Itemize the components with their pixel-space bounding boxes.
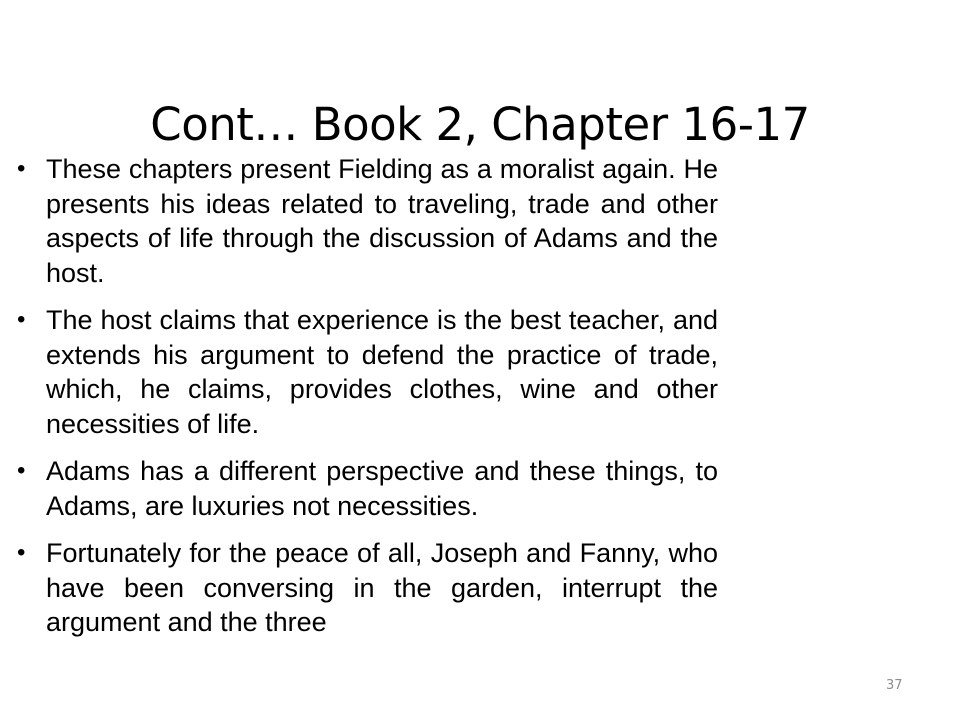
bullet-text: Fortunately for the peace of all, Joseph and Fanny, who have been conversing in the garden, interrupt the argument and the three	[46, 538, 718, 637]
bullet-text: Adams has a different perspective and these things, to Adams, are luxuries not necessities.	[46, 456, 718, 521]
bullet-text: These chapters present Fielding as a moralist again. He presents his ideas related to traveling, trade and other aspects of life through the discussion of Adams and the host.	[46, 154, 718, 288]
bullet-dot-icon: •	[17, 306, 26, 333]
page-number: 37	[886, 678, 903, 693]
bullet-text: The host claims that experience is the best teacher, and extends his argument to defend the practice of trade, which, he claims, provides clothes, wine and other necessities of life.	[46, 305, 718, 439]
bullet-list	[0, 152, 960, 653]
bullet-dot-icon: •	[17, 155, 26, 182]
bullet-item	[17, 536, 718, 640]
bullet-dot-icon: •	[17, 539, 26, 566]
bullet-item	[17, 152, 718, 290]
bullet-item	[17, 303, 718, 441]
bullet-dot-icon: •	[17, 457, 26, 484]
slide-title: Cont… Book 2, Chapter 16-17	[150, 98, 810, 152]
bullet-item	[17, 454, 718, 523]
